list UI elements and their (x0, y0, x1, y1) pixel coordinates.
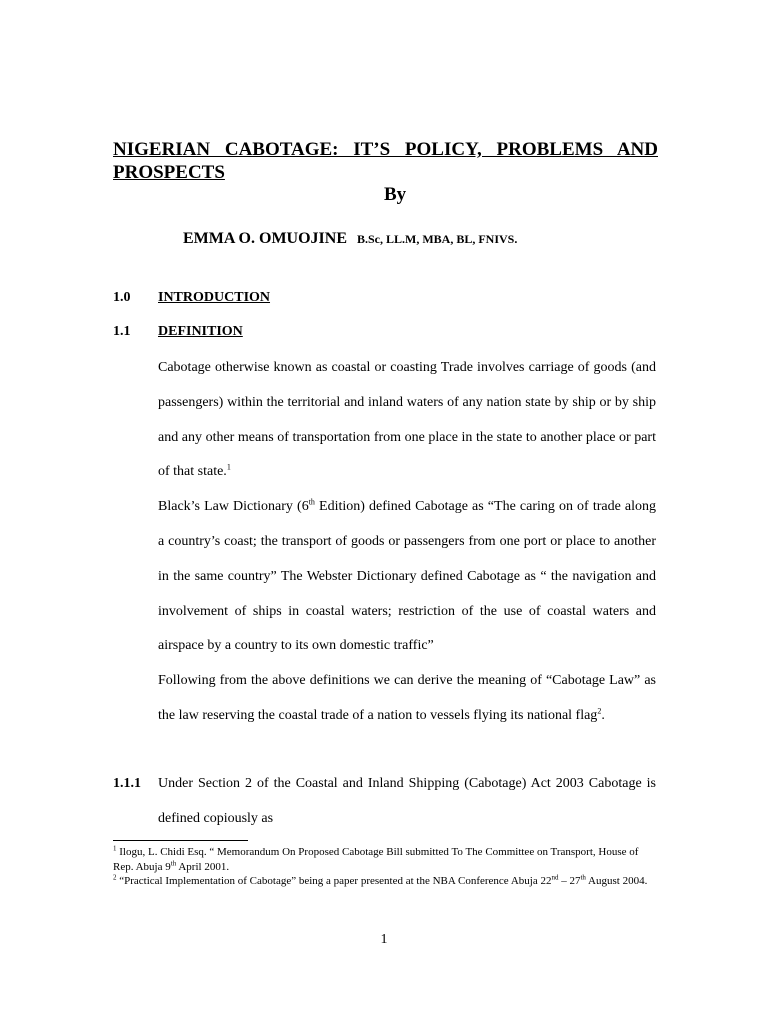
page-number: 1 (380, 932, 388, 947)
heading-label: DEFINITION (158, 324, 243, 339)
footnote-text: Ilogu, L. Chidi Esq. “ Memorandum On Proposed Cabotage Bill submitted To The Committee on Transport, House of Rep. Abuja 9 (113, 846, 639, 873)
paragraph-text: Edition) defined Cabotage as “The caring on of trade along a country’s coast; the transport of goods or passengers from one port or place to another in the same country” The Webster Dictionary defined Cabotage as “ the navigation and involvement of ships in coastal waters; restriction of the use of coastal waters and airspace by a country to its own domestic traffic” (158, 499, 656, 654)
footnote-ref: 2 (597, 706, 602, 716)
heading-label: INTRODUCTION (158, 290, 271, 305)
author-credentials: B.Sc, LL.M, MBA, BL, FNIVS. (357, 232, 518, 246)
superscript: th (580, 873, 586, 882)
footnote-text: “Practical Implementation of Cabotage” being a paper presented at the NBA Conference Abuja 22 (116, 875, 552, 888)
paragraph-text: . (601, 707, 605, 723)
footnote-marker: 2 (113, 873, 117, 882)
footnote-text: August 2004. (585, 875, 648, 888)
paragraph-text: Black’s Law Dictionary (6 (158, 499, 309, 515)
section-1-1-1 (113, 767, 656, 837)
section-text: Under Section 2 of the Coastal and Inland Shipping (Cabotage) Act 2003 Cabotage is defined copiously as (158, 776, 656, 826)
byline: By (384, 184, 407, 205)
paragraph (158, 490, 656, 664)
superscript: th (170, 858, 177, 867)
footnotes (113, 845, 653, 889)
paragraph-text: Following from the above definitions we can derive the meaning of “Cabotage Law” as the law reserving the coastal trade of a nation to vessels flying its national flag (158, 673, 656, 723)
superscript: nd (551, 873, 559, 882)
superscript: th (308, 497, 315, 507)
document-title: NIGERIAN CABOTAGE: IT’S POLICY, PROBLEMS AND PROSPECTS (113, 139, 658, 183)
definition-body (158, 351, 656, 734)
footnote-text: April 2001. (176, 860, 230, 873)
footnote-ref: 1 (226, 462, 231, 472)
footnote-marker: 1 (113, 844, 117, 853)
section-number: 1.1.1 (113, 776, 141, 791)
footnote-divider (113, 840, 248, 841)
heading-introduction (113, 290, 270, 306)
paragraph (158, 664, 656, 734)
heading-number: 1.1 (113, 324, 131, 339)
footnote-text: – 27 (558, 875, 581, 888)
footnote (113, 874, 653, 889)
footnote (113, 845, 653, 874)
author-line (183, 230, 517, 248)
heading-number: 1.0 (113, 290, 131, 305)
heading-definition (113, 324, 243, 340)
paragraph (158, 351, 656, 490)
author-name: EMMA O. OMUOJINE (183, 230, 347, 247)
paragraph-text: Cabotage otherwise known as coastal or coasting Trade involves carriage of goods (and passengers) within the territorial and inland waters of any nation state by ship or by ship and any other means of transportation from one place in the state to another place or part of that state. (158, 360, 656, 480)
